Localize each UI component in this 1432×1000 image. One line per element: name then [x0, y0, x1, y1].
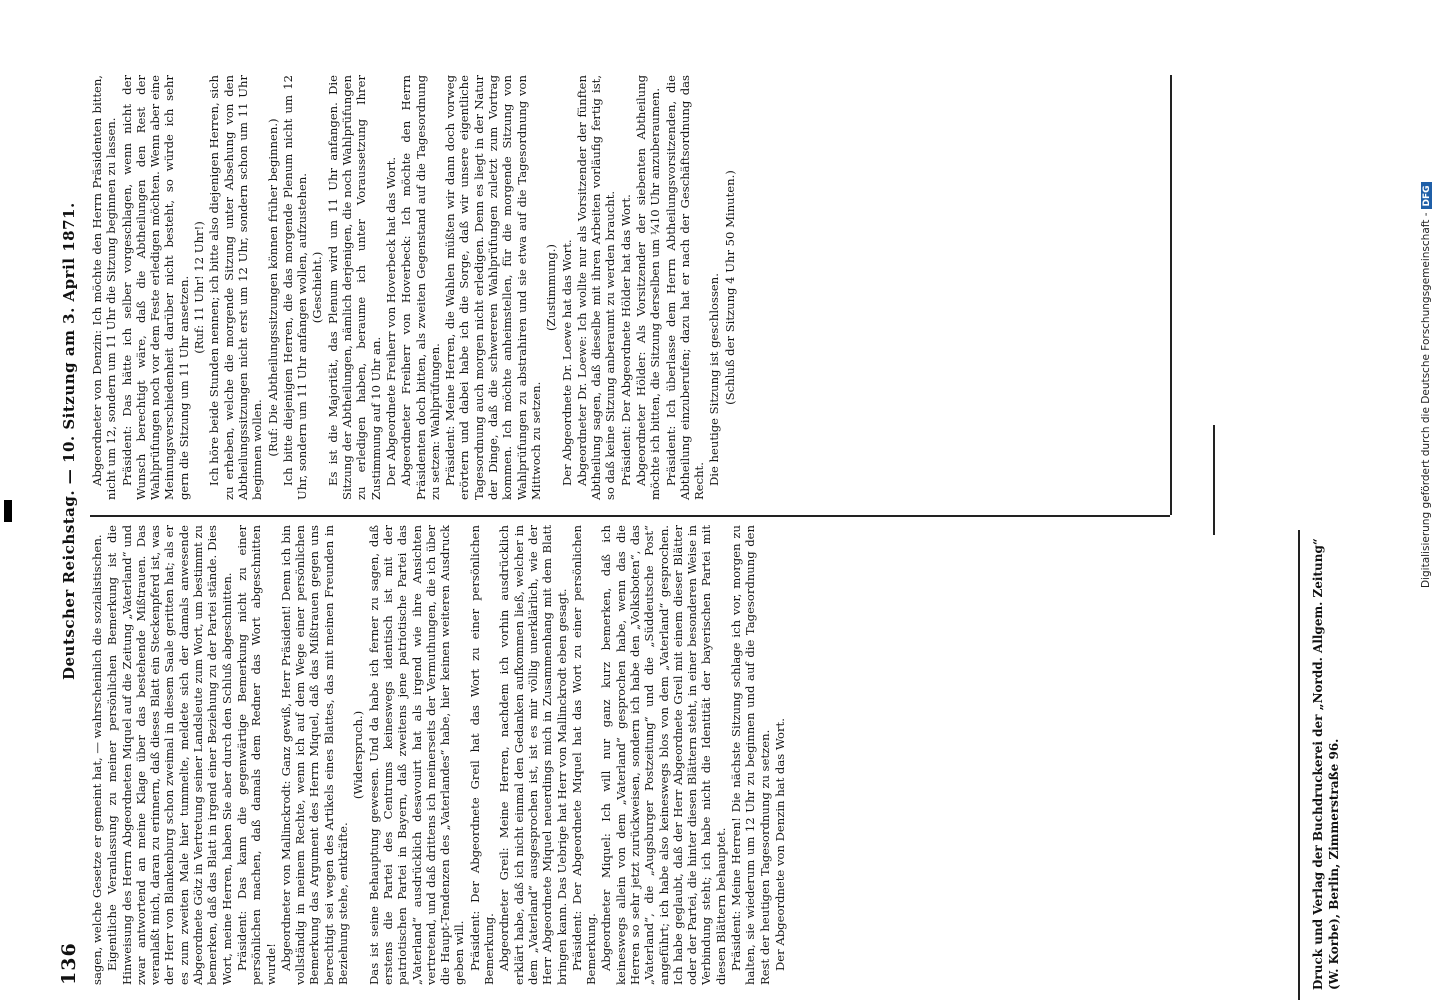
paragraph: Präsident: Meine Herren, die Wahlen müßten wir dann doch vorweg erörtern und dabei habe ich die Sorge, daß wir unsere eigentliche Tagesordnung auch morgen nicht erledigen. Denn es liegt in der Natur der Dinge, daß die schwereren Wahlprüfungen zuletzt zum Vortrag kommen. Ich möchte anheimstellen, für die morgende Sitzung von Wahlprüfungen zu abstrahiren und sie etwa auf die Tagesordnung von Mittwoch zu setzen. — [443, 75, 543, 500]
paragraph: Abgeordneter Miquel: Ich will nur ganz kurz bemerken, daß ich keineswegs allein von dem „Vaterland“ gesprochen habe, wenn das die Herren so sehr jetzt zurückweisen, sondern ich habe den „Volksboten“, das „Vaterland“, die „Augsburger Postzeitung“ und die „Süddeutsche Post“ angeführt; ich habe also keineswegs blos von dem „Vaterland“ gesprochen. Ich habe geglaubt, daß der Herr Abgeordnete Greil mit einem dieser Blätter oder der Partei, die hinter diesen Blättern steht, in einer besonderen Weise in Verbindung steht; ich habe nicht die Identität der bayerischen Partei mit diesen Blättern behauptet. — [599, 525, 728, 985]
paragraph: (Zustimmung.) — [544, 244, 559, 331]
paragraph: Abgeordneter Hölder: Als Vorsitzender der siebenten Abtheilung möchte ich bitten, die Sitzung derselben um ¼10 Uhr anzuberaumen. — [633, 75, 663, 500]
paragraph: Abgeordneter Freiherr von Hoverbeck: Ich möchte den Herrn Präsidenten doch bitten, als zweiten Gegenstand auf die Tagesordnung zu setzen: Wahlprüfungen. — [399, 75, 442, 500]
dfg-logo: DFG — [1421, 182, 1432, 209]
left-text-column — [90, 525, 788, 985]
paragraph: Der Abgeordnete Dr. Loewe hat das Wort. — [559, 239, 574, 486]
paragraph: Abgeordneter von Mallinckrodt: Ganz gewiß, Herr Präsident! Denn ich bin vollständig in meinem Rechte, wenn ich auf dem Wege einer persönlichen Bemerkung das Argument des Herrn Miquel, daß das Mißtrauen gegen uns berechtigt sei wegen des Artikels eines Blattes, das mit meinen Freunden in Beziehung stehe, entkräfte. — [278, 525, 351, 985]
paragraph: (Widerspruch.) — [351, 710, 366, 800]
publisher-imprint: Druck und Verlag der Buchdruckerei der „Nordd. Allgem. Zeitung“ (W. Korbe), Berlin, Zimmerstraße 96. — [1311, 538, 1341, 990]
paragraph: Die heutige Sitzung ist geschlossen. — [707, 273, 722, 486]
paragraph: (Geschieht.) — [310, 251, 325, 324]
paragraph: Eigentliche Veranlassung zu meiner persönlichen Bemerkung ist die Hinweisung des Herrn Abgeordneten Miquel auf die Zeitung „Vaterland“ und zwar antwortend an meine Klage über das bestehende Mißtrauen. Das veranlaßt mich, daran zu erinnern, daß dieses Blatt ein Steckenpferd ist, was der Herr von Blankenburg schon zweimal in diesem Saale geritten hat; als er es zum zweiten Male hier tummelte, meldete sich der damals anwesende Abgeordnete Götz in Vertretung seiner Landsleute zum Wort, um bestimmt zu bemerken, daß das Blatt in irgend einer Beziehung zu der Partei stände. Dies Wort, meine Herren, haben Sie aber durch den Schluß abgeschnitten. — [105, 525, 234, 985]
right-text-column — [90, 75, 738, 500]
paragraph: Präsident: Der Abgeordnete Miquel hat das Wort zu einer persönlichen Bemerkung. — [569, 525, 599, 985]
paragraph: Präsident: Der Abgeordnete Greil hat das Wort zu einer persönlichen Bemerkung. — [467, 525, 497, 985]
paragraph: Der Abgeordnete Freiherr von Hoverbeck hat das Wort. — [383, 156, 398, 486]
paragraph: Präsident: Der Abgeordnete Hölder hat das Wort. — [618, 194, 633, 486]
paragraph: sagen, welche Gesetze er gemeint hat, — wahrscheinlich die sozialistischen. — [90, 534, 104, 985]
paragraph: (Schluß der Sitzung 4 Uhr 50 Minuten.) — [722, 170, 737, 405]
paragraph: Der Abgeordnete von Denzin hat das Wort. — [772, 718, 787, 971]
publisher-rule — [1298, 530, 1300, 1000]
column-divider — [90, 515, 1170, 517]
paragraph: Präsident: Das kann die gegenwärtige Bemerkung nicht zu einer persönlichen machen, daß damals dem Redner das Wort abgeschnitten wurde! — [234, 525, 278, 985]
paragraph: Ich höre beide Stunden nennen; ich bitte also diejenigen Herren, sich zu erheben, welche die morgende Sitzung unter Absehung von den Abtheilungssitzungen nicht erst um 12 Uhr, sondern schon um 11 Uhr beginnen wollen. — [207, 75, 265, 500]
paragraph: Abgeordneter Greil: Meine Herren, nachdem ich vorhin ausdrücklich erklärt habe, daß ich nicht einmal den Gedanken aufkommen ließ, welcher in dem „Vaterland“ ausgesprochen ist, ist es mir völlig unerklärlich, wie der Herr Abgeordnete Miquel neuerdings mich in Zusammenhang mit dem Blatt bringen kann. Das Uebrige hat Herr von Mallinckrodt eben gesagt. — [497, 525, 569, 985]
paragraph: (Ruf: 11 Uhr! 12 Uhr!) — [192, 221, 207, 354]
paragraph: Das ist seine Behauptung gewesen. Und da habe ich ferner zu sagen, daß erstens die Partei des Centrums keineswegs identisch ist mit der patriotischen Partei in Bayern, daß zweitens jene patriotische Partei das „Vaterland“ ausdrücklich desavouirt hat als irgend wie ihre Ansichten vertretend, und daß drittens ich meinerseits der Vermuthungen, die ich über die Haupt-Tendenzen des „Vaterlandes“ habe, hier keinen weiteren Ausdruck geben will. — [366, 525, 467, 985]
right-column-end-rule — [1170, 75, 1172, 515]
paragraph: (Ruf: Die Abtheilungssitzungen können früher beginnen.) — [265, 118, 280, 457]
paragraph: Abgeordneter Dr. Loewe: Ich wollte nur als Vorsitzender der fünften Abtheilung sagen, daß dieselbe mit ihren Arbeiten vorläufig fertig ist, so daß keine Sitzung anberaumt zu werden braucht. — [574, 75, 618, 500]
paragraph: Präsident: Ich überlasse dem Herrn Abtheilungsvorsitzenden, die Abtheilung einzuberufen; dazu hat er nach der Geschäftsordnung das Recht. — [663, 75, 707, 500]
paragraph: Präsident: Das hätte ich selber vorgeschlagen, wenn nicht der Wunsch berechtigt wäre, daß die Abtheilungen den Rest der Wahlprüfungen noch vor dem Feste erledigen möchten. Wenn aber eine Meinungsverschiedenheit darüber nicht besteht, so würde ich sehr gern die Sitzung um 11 Uhr ansetzen. — [119, 75, 191, 500]
digitization-note: Digitalisierung gefördert durch die Deutsche Forschungsgemeinschaft -DFG — [1420, 182, 1432, 588]
running-header: Deutscher Reichstag. — 10. Sitzung am 3. April 1871. — [60, 202, 78, 680]
scan-mark — [4, 500, 12, 522]
paragraph: Abgeordneter von Denzin: Ich möchte den Herrn Präsidenten bitten, nicht um 12, sondern um 11 Uhr die Sitzung beginnen zu lassen. — [90, 75, 119, 500]
paragraph: Ich bitte diejenigen Herren, die das morgende Plenum nicht um 12 Uhr, sondern um 11 Uhr anfangen wollen, aufzustehen. — [280, 75, 310, 500]
paragraph: Es ist die Majorität, das Plenum wird um 11 Uhr anfangen. Die Sitzung der Abtheilungen, nämlich derjenigen, die noch Wahlprüfungen zu erledigen haben, beraume ich unter Voraussetzung Ihrer Zustimmung auf 10 Uhr an. — [325, 75, 383, 500]
page-number: 136 — [58, 942, 80, 985]
end-rule — [1213, 425, 1215, 535]
paragraph: Präsident: Meine Herren! Die nächste Sitzung schlage ich vor, morgen zu halten, sie wiederum um 12 Uhr zu beginnen und auf die Tagesordnung den Rest der heutigen Tagesordnung zu setzen. — [729, 525, 772, 985]
